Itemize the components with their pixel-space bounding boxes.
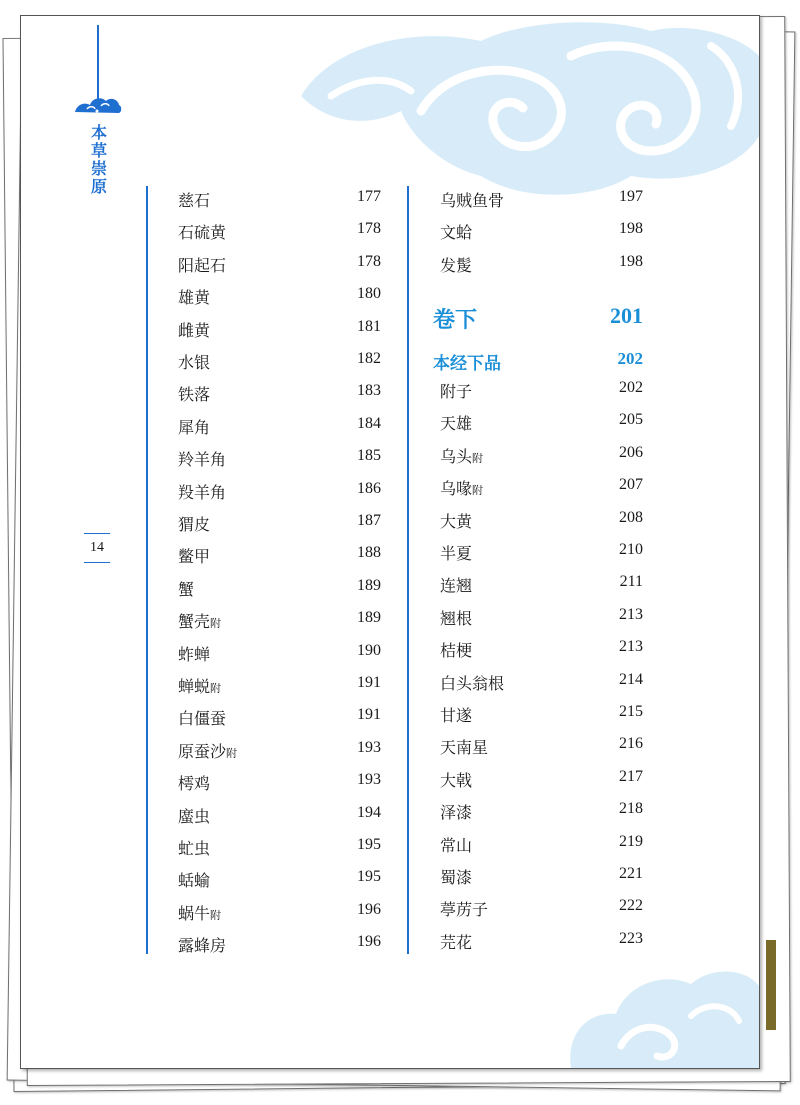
toc-entry-title <box>178 771 210 794</box>
chapter-heading-page: 202 <box>617 349 643 368</box>
toc-entry-title <box>178 512 210 535</box>
toc-entry-note: 附 <box>210 682 222 695</box>
toc-entry-title <box>178 253 226 276</box>
toc-entry-title <box>440 411 472 434</box>
toc-entry-title <box>178 318 210 341</box>
toc-entry-page: 178 <box>357 252 381 270</box>
toc-entry-page: 210 <box>619 541 643 558</box>
toc-entry-title <box>178 188 210 211</box>
toc-entry-page: 219 <box>619 832 643 850</box>
toc-entry-title <box>440 671 504 694</box>
toc-entry-title-text: 蝉蜕 <box>178 677 211 696</box>
toc-entry-title <box>440 541 472 564</box>
toc-entry-title <box>178 480 226 503</box>
toc-entry <box>440 930 643 954</box>
toc-entry-title-text: 樗鸡 <box>178 774 211 794</box>
toc-entry <box>178 512 381 536</box>
toc-entry <box>178 447 381 471</box>
toc-entry-title-text: 蟹壳 <box>178 612 211 632</box>
toc-entry-title-text: 芫花 <box>440 932 473 952</box>
toc-entry-title <box>178 706 226 729</box>
toc-entry-title-text: 铁落 <box>178 385 211 405</box>
toc-entry <box>178 382 381 406</box>
toc-entry <box>178 609 381 633</box>
toc-entry <box>440 768 643 792</box>
toc-entry <box>178 285 381 309</box>
toc-entry-title <box>178 836 210 859</box>
toc-entry-title-text: 翘根 <box>440 608 473 628</box>
toc-entry-page: 193 <box>357 738 381 756</box>
toc-entry-title-text: 发髲 <box>440 255 473 275</box>
toc-entry-page: 215 <box>619 703 643 720</box>
toc-entry-title <box>440 606 472 629</box>
toc-entry-title-text: 蜗牛 <box>178 903 211 923</box>
toc-entry-title-text: 雌黄 <box>178 320 211 340</box>
toc-entry <box>178 577 381 601</box>
toc-entry-title <box>178 609 221 632</box>
toc-entry-page: 221 <box>619 865 643 882</box>
toc-entry-title <box>440 833 472 856</box>
toc-entry-page: 195 <box>357 836 381 853</box>
toc-entry-page: 196 <box>357 933 381 951</box>
toc-entry <box>178 836 381 860</box>
toc-entry-title-text: 雄黄 <box>178 288 211 308</box>
toc-entry-note: 附 <box>472 484 484 498</box>
toc-entry-title <box>178 901 221 924</box>
toc-entry-title <box>440 188 504 211</box>
toc-entry-title <box>178 804 210 827</box>
toc-entry-page: 181 <box>357 317 381 335</box>
toc-entry-title-text: 半夏 <box>440 544 473 563</box>
toc-entry-page: 191 <box>357 706 381 724</box>
toc-entry-title-text: 羖羊角 <box>178 482 227 502</box>
toc-entry-page: 188 <box>357 544 381 562</box>
cloud-ornament-icon <box>73 94 123 116</box>
page-number: 14 <box>84 533 110 563</box>
toc-entry <box>178 706 381 730</box>
toc-entry <box>178 901 381 925</box>
toc-entry-title-text: 蟹 <box>178 579 195 599</box>
toc-entry <box>178 674 381 698</box>
toc-entry-title-text: 犀角 <box>178 417 211 437</box>
toc-entry-page: 177 <box>357 188 381 205</box>
toc-entry-title <box>440 638 472 661</box>
toc-entry-page: 189 <box>357 609 381 627</box>
toc-entry <box>178 220 381 244</box>
toc-entry-title-text: 露蜂房 <box>178 936 227 956</box>
toc-entry <box>440 476 643 500</box>
toc-entry <box>440 541 643 565</box>
toc-entry-title-text: 附子 <box>440 382 473 401</box>
toc-entry-title <box>178 447 226 470</box>
toc-entry-page: 217 <box>619 767 643 785</box>
toc-entry <box>440 573 643 597</box>
toc-entry-title-text: 阳起石 <box>178 255 227 275</box>
chapter-heading <box>433 349 643 373</box>
toc-entry-title-text: 文蛤 <box>440 223 473 243</box>
toc-entry-page: 197 <box>619 188 643 205</box>
toc-entry <box>440 865 643 889</box>
toc-entry <box>440 444 643 468</box>
toc-entry-title-text: 天雄 <box>440 414 473 434</box>
toc-entry-title <box>440 220 472 243</box>
toc-entry-title <box>178 739 237 762</box>
toc-entry-page: 193 <box>357 771 381 789</box>
toc-entry-title-text: 蛞蝓 <box>178 871 211 891</box>
toc-entry-page: 207 <box>619 476 643 494</box>
toc-entry-page: 208 <box>619 508 643 526</box>
toc-entry-page: 180 <box>357 285 381 303</box>
toc-entry-title <box>178 577 194 600</box>
toc-entry-title-text: 慈石 <box>178 191 211 210</box>
toc-entry-title-text: 葶苈子 <box>440 900 489 920</box>
toc-entry <box>440 800 643 824</box>
toc-entry-title <box>178 382 210 405</box>
toc-entry-page: 195 <box>357 868 381 886</box>
toc-entry-page: 178 <box>357 220 381 238</box>
toc-entry-title-text: 蚱蝉 <box>178 644 211 664</box>
toc-entry <box>178 933 381 957</box>
toc-entry-title <box>178 415 210 438</box>
toc-entry-title-text: 羚羊角 <box>178 450 227 470</box>
toc-entry <box>178 350 381 374</box>
toc-entry-title <box>178 285 210 308</box>
toc-entry-title <box>440 735 488 758</box>
toc-entry-page: 222 <box>619 897 643 915</box>
toc-entry-page: 190 <box>357 641 381 659</box>
toc-entry-title-text: 常山 <box>440 835 473 855</box>
chapter-heading-title: 本经下品 <box>433 354 501 374</box>
toc-entry-title <box>440 573 472 596</box>
toc-entry-title <box>440 379 472 402</box>
toc-entry-page: 198 <box>619 252 643 270</box>
toc-entry-page: 213 <box>619 605 643 623</box>
toc-entry <box>440 220 643 244</box>
toc-entry-title-text: 䗪虫 <box>178 806 211 826</box>
toc-entry-page: 196 <box>357 900 381 918</box>
toc-entry-page: 189 <box>357 576 381 594</box>
toc-entry-title <box>178 674 221 697</box>
toc-entry <box>178 771 381 795</box>
toc-entry-page: 214 <box>619 670 643 688</box>
toc-entry-title <box>178 868 210 891</box>
toc-entry <box>440 735 643 759</box>
book-title: 本草崇原 <box>90 123 107 196</box>
toc-entry <box>178 480 381 504</box>
toc-entry-title <box>178 544 210 567</box>
toc-entry-title <box>440 476 483 499</box>
toc-entry-title <box>440 253 472 276</box>
toc-entry-page: 211 <box>619 573 643 591</box>
toc-entry-title <box>178 220 226 243</box>
toc-entry-title-text: 水银 <box>178 353 211 372</box>
toc-entry <box>440 703 643 727</box>
toc-entry-page: 223 <box>619 929 643 947</box>
toc-entry <box>440 411 643 435</box>
toc-entry-title-text: 大黄 <box>440 511 473 531</box>
toc-entry-title <box>440 800 472 823</box>
toc-entry-title-text: 连翘 <box>440 576 473 596</box>
toc-entry <box>178 804 381 828</box>
toc-entry-note: 附 <box>472 451 484 465</box>
cloud-pattern-top-icon <box>271 16 759 206</box>
toc-entry-title-text: 鳖甲 <box>178 547 211 567</box>
toc-entry-title-text: 石硫黄 <box>178 223 227 243</box>
toc-entry-page: 186 <box>357 479 381 497</box>
toc-entry-title <box>178 933 226 956</box>
toc-entry-title-text: 乌贼鱼骨 <box>440 191 505 210</box>
toc-entry-title-text: 原蚕沙 <box>178 741 227 761</box>
volume-heading-title: 卷下 <box>433 307 478 333</box>
toc-entry-page: 184 <box>357 414 381 432</box>
toc-entry <box>178 642 381 666</box>
toc-entry <box>440 379 643 403</box>
toc-entry-title-text: 蜀漆 <box>440 868 473 887</box>
toc-entry <box>178 415 381 439</box>
toc-entry <box>178 253 381 277</box>
toc-entry-title-text: 天南星 <box>440 738 489 758</box>
toc-entry-title <box>440 865 472 888</box>
toc-entry-page: 213 <box>619 638 643 656</box>
toc-entry-title <box>440 509 472 532</box>
toc-entry-page: 202 <box>619 379 643 396</box>
toc-entry <box>440 671 643 695</box>
toc-entry-title-text: 乌头 <box>440 446 473 466</box>
toc-entry <box>440 509 643 533</box>
toc-entry-title-text: 乌喙 <box>440 479 473 499</box>
toc-entry-note: 附 <box>210 617 222 631</box>
toc-entry-note: 附 <box>226 746 238 760</box>
book-page <box>20 15 760 1069</box>
toc-entry-title <box>440 768 472 791</box>
cloud-pattern-bottom-icon <box>561 956 759 1068</box>
toc-entry <box>178 739 381 763</box>
toc-entry-page: 205 <box>619 411 643 429</box>
toc-entry-page: 182 <box>357 350 381 367</box>
toc-entry-title <box>178 642 210 665</box>
page-edge-shadow <box>766 940 776 1030</box>
toc-entry-page: 218 <box>619 800 643 818</box>
toc-entry-title-text: 桔梗 <box>440 641 473 661</box>
toc-entry <box>440 638 643 662</box>
toc-entry-title <box>178 350 210 373</box>
toc-entry <box>440 897 643 921</box>
toc-entry-page: 187 <box>357 512 381 529</box>
toc-entry-title-text: 白头翁根 <box>440 673 505 693</box>
volume-heading-page: 201 <box>610 303 643 328</box>
toc-entry-page: 194 <box>357 803 381 821</box>
toc-entry <box>440 833 643 857</box>
toc-entry-page: 185 <box>357 447 381 465</box>
right-column-rule <box>407 186 409 954</box>
toc-entry <box>178 188 381 212</box>
toc-entry <box>440 253 643 277</box>
toc-entry-title-text: 泽漆 <box>440 803 473 823</box>
toc-entry-title <box>440 897 488 920</box>
toc-entry-title <box>440 930 472 953</box>
toc-entry-note: 附 <box>210 908 222 922</box>
toc-entry-title-text: 甘遂 <box>440 706 473 725</box>
toc-entry <box>178 544 381 568</box>
toc-entry-page: 183 <box>357 382 381 400</box>
toc-entry-page: 216 <box>619 735 643 753</box>
toc-entry-title <box>440 444 483 467</box>
toc-entry-title-text: 猬皮 <box>178 515 211 534</box>
toc-entry-page: 206 <box>619 443 643 461</box>
toc-entry <box>440 188 643 212</box>
toc-entry-title-text: 白僵蚕 <box>178 709 227 729</box>
toc-entry <box>178 318 381 342</box>
toc-entry-title <box>440 703 472 726</box>
left-column-rule <box>146 186 148 954</box>
toc-entry-page: 198 <box>619 220 643 238</box>
toc-entry-page: 191 <box>357 674 381 691</box>
toc-entry-title-text: 虻虫 <box>178 839 211 858</box>
toc-entry <box>440 606 643 630</box>
volume-heading <box>433 303 643 333</box>
toc-entry-title-text: 大戟 <box>440 770 473 790</box>
toc-entry <box>178 868 381 892</box>
